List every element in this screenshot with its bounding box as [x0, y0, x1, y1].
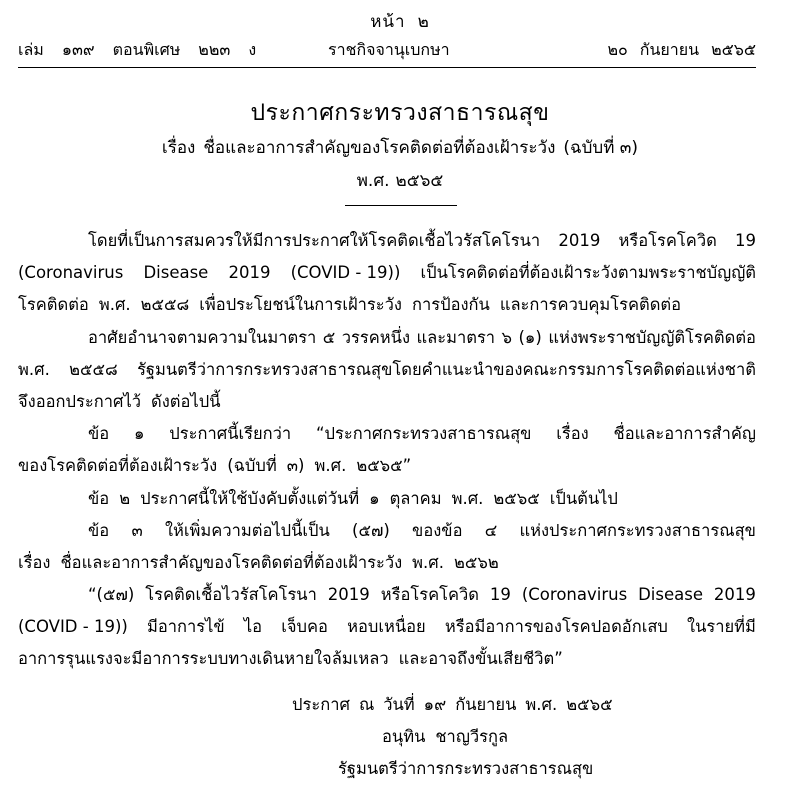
- year-era: พ.ศ.: [356, 171, 390, 191]
- text-segment: Disease: [638, 585, 703, 605]
- text-segment: และมาตรา: [416, 327, 496, 347]
- issue-day: ๒๐: [607, 40, 628, 59]
- text-segment: ๒๕๖๕”: [356, 456, 412, 476]
- body-line: [18, 643, 756, 675]
- body-line: [18, 611, 756, 643]
- text-segment: ๖: [501, 327, 513, 347]
- text-segment: เป็นโรคติดต่อที่ต้องเฝ้าระวังตามพระราชบัญญัติ: [420, 263, 756, 283]
- text-segment: “ประกาศกระทรวงสาธารณสุข: [315, 424, 532, 444]
- body-line: [18, 450, 756, 482]
- volume-label: เล่ม: [18, 40, 44, 59]
- text-segment: (๕๗): [352, 520, 390, 540]
- issue-month: กันยายน: [639, 40, 700, 59]
- announcement-body: [18, 225, 756, 676]
- body-line: [18, 515, 756, 547]
- issue-year: ๒๕๖๕: [711, 40, 756, 59]
- publication-name: ราชกิจจานุเบกษา: [328, 40, 450, 59]
- text-segment: ดังต่อไปนี้: [151, 391, 221, 411]
- text-segment: หอบเหนื่อย: [347, 617, 426, 637]
- text-segment: หรือโรคโควิด: [380, 585, 479, 605]
- text-segment: ๔: [484, 520, 498, 540]
- text-segment: หรือมีอาการของโรคปอดอักเสบ: [444, 617, 668, 637]
- text-segment: ๓): [286, 456, 305, 476]
- text-segment: 2019: [327, 585, 370, 605]
- text-segment: พ.ศ.: [451, 488, 484, 508]
- text-segment: และการควบคุมโรคติดต่อ: [499, 295, 682, 315]
- text-segment: ๒: [119, 488, 131, 508]
- text-segment: รัฐมนตรีว่าการกระทรวงสาธารณสุขโดยคำแนะนำของคณะกรรมการโรคติดต่อแห่งชาติ: [137, 359, 756, 379]
- body-line: [18, 483, 756, 515]
- volume-info: [18, 38, 274, 63]
- text-segment: ๕: [322, 327, 336, 347]
- text-segment: (COVID - 19)): [290, 263, 401, 283]
- text-segment: 2019: [713, 585, 756, 605]
- section-label: ตอนพิเศษ: [112, 40, 181, 59]
- header-divider: [18, 67, 756, 68]
- body-line: [18, 547, 756, 579]
- year-value: ๒๕๖๕: [395, 171, 444, 191]
- text-segment: ชื่อและอาการสำคัญของโรคติดต่อที่ต้องเฝ้าระวัง: [60, 552, 403, 572]
- text-segment: แห่งประกาศกระทรวงสาธารณสุข: [519, 520, 756, 540]
- text-segment: ประกาศนี้เรียกว่า: [169, 424, 292, 444]
- text-segment: วรรคหนึ่ง: [341, 327, 411, 347]
- text-segment: อาศัยอำนาจตามความในมาตรา: [88, 327, 317, 347]
- text-segment: ๒๕๖๒: [454, 552, 499, 572]
- text-segment: ๑: [134, 424, 145, 444]
- text-segment: พ.ศ.: [18, 359, 50, 379]
- text-segment: 2019: [228, 263, 271, 283]
- text-segment: โรคติดต่อ: [18, 295, 89, 315]
- announcement-year: [0, 167, 800, 194]
- sign-month: กันยายน: [455, 695, 517, 714]
- signatory-last-name: ชาญวีรกูล: [435, 727, 509, 746]
- text-segment: หรือโรคโควิด: [618, 231, 717, 250]
- text-segment: โรคติดเชื้อไวรัสโคโรนา: [145, 585, 317, 605]
- text-segment: เจ็บคอ: [281, 617, 328, 637]
- text-segment: Disease: [143, 263, 209, 283]
- text-segment: 2019: [558, 231, 601, 250]
- text-segment: พ.ศ.: [412, 552, 444, 572]
- text-segment: ชื่อและอาการสำคัญ: [613, 424, 756, 444]
- text-segment: (ฉบับที่: [227, 456, 277, 476]
- date-word: วันที่: [383, 695, 415, 714]
- subject-text: ชื่อและอาการสำคัญของโรคติดต่อที่ต้องเฝ้าระวัง: [203, 138, 556, 158]
- sign-era: พ.ศ.: [525, 695, 558, 714]
- sign-day: ๑๙: [423, 695, 447, 714]
- section-letter: ง: [248, 40, 257, 59]
- subject-label: เรื่อง: [161, 138, 196, 158]
- text-segment: ข้อ: [88, 488, 110, 508]
- text-segment: ในรายที่มี: [687, 617, 756, 637]
- text-segment: และอาจถึงขั้นเสียชีวิต”: [398, 649, 563, 669]
- text-segment: (๑): [518, 327, 542, 347]
- text-segment: ๒๕๖๕: [493, 488, 540, 508]
- text-segment: ให้เพิ่มความต่อไปนี้เป็น: [164, 520, 330, 540]
- text-segment: ๒๕๕๘: [140, 295, 190, 315]
- page-number: [0, 8, 800, 35]
- body-line: [18, 418, 756, 450]
- text-segment: เป็นต้นไป: [549, 488, 618, 508]
- announcement-subject: [0, 134, 800, 161]
- announced-word: ประกาศ: [292, 695, 350, 714]
- page-label: หน้า: [370, 12, 406, 32]
- at-word: ณ: [358, 695, 375, 714]
- text-segment: พ.ศ.: [98, 295, 131, 315]
- text-segment: ของข้อ: [412, 520, 463, 540]
- text-segment: มีอาการไข้: [146, 617, 225, 637]
- signatory-first-name: อนุทิน: [382, 727, 426, 746]
- body-line: [18, 386, 756, 418]
- section-number: ๒๒๓: [198, 40, 231, 59]
- text-segment: 19: [489, 585, 511, 605]
- text-segment: เพื่อประโยชน์ในการเฝ้าระวัง: [199, 295, 402, 315]
- text-segment: โดยที่เป็นการสมควรให้มีการประกาศให้โรคติดเชื้อไวรัสโคโรนา: [88, 231, 541, 250]
- text-segment: ประกาศนี้ให้ใช้บังคับตั้งแต่วันที่: [140, 488, 360, 508]
- text-segment: เรื่อง: [18, 552, 51, 572]
- text-segment: แห่งพระราชบัญญัติโรคติดต่อ: [548, 327, 756, 347]
- body-line: [18, 354, 756, 386]
- text-segment: ตุลาคม: [389, 488, 442, 508]
- volume-number: ๑๓๙: [61, 40, 95, 59]
- text-segment: 19: [735, 231, 756, 250]
- body-line: [18, 225, 756, 257]
- text-segment: จึงออกประกาศไว้: [18, 391, 142, 411]
- text-segment: (Coronavirus: [521, 585, 628, 605]
- text-segment: ๓: [131, 520, 143, 540]
- body-line: [18, 289, 756, 321]
- body-line: [18, 322, 756, 354]
- title-divider: [345, 205, 457, 206]
- text-segment: พ.ศ.: [314, 456, 347, 476]
- page-number-value: ๒: [417, 12, 430, 32]
- text-segment: ข้อ: [88, 424, 110, 444]
- text-segment: (COVID - 19)): [18, 617, 128, 637]
- text-segment: ๒๕๕๘: [69, 359, 118, 379]
- text-segment: (Coronavirus: [18, 263, 124, 283]
- announcement-title: ประกาศกระทรวงสาธารณสุข: [250, 100, 550, 126]
- issue-date: [595, 38, 756, 63]
- subject-issue: (ฉบับที่ ๓): [563, 138, 639, 158]
- text-segment: “(๕๗): [88, 585, 135, 605]
- body-line: [18, 579, 756, 611]
- sign-year: ๒๕๖๕: [566, 695, 613, 714]
- text-segment: เรื่อง: [556, 424, 589, 444]
- text-segment: อาการรุนแรงจะมีอาการระบบทางเดินหายใจล้มเหลว: [18, 649, 389, 669]
- body-line: [18, 257, 756, 289]
- text-segment: ของโรคติดต่อที่ต้องเฝ้าระวัง: [18, 456, 218, 476]
- gazette-header: [18, 38, 756, 62]
- text-segment: ไอ: [243, 617, 263, 637]
- text-segment: ข้อ: [88, 520, 110, 540]
- signatory-position-text: รัฐมนตรีว่าการกระทรวงสาธารณสุข: [338, 759, 594, 778]
- text-segment: การป้องกัน: [411, 295, 490, 315]
- text-segment: ๑: [369, 488, 380, 508]
